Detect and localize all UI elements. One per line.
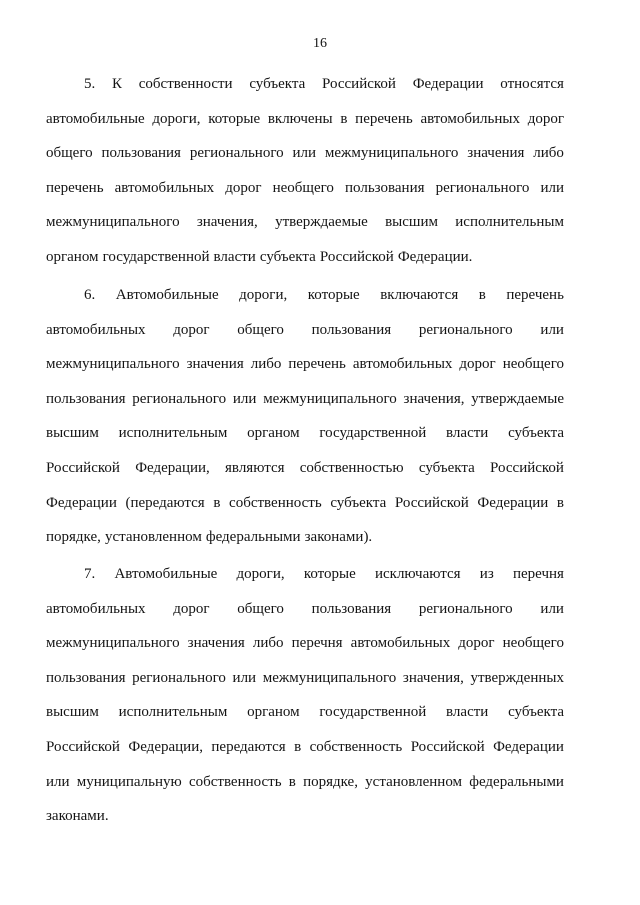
- word: (передаются: [125, 494, 205, 511]
- word: высшим: [46, 704, 99, 721]
- word: субъекта: [249, 76, 306, 92]
- word: необщего: [502, 635, 564, 652]
- word: власти: [213, 248, 256, 265]
- word: межмуниципального: [262, 669, 397, 686]
- word: дороги,: [152, 110, 201, 127]
- word: 6.: [84, 287, 96, 303]
- word: органом: [247, 704, 300, 721]
- word: высшим: [385, 214, 438, 231]
- word: межмуниципального: [263, 390, 397, 407]
- word: в: [478, 287, 486, 303]
- word: автомобильных: [46, 321, 146, 338]
- word: межмуниципального: [46, 635, 180, 652]
- text-line: [46, 247, 564, 282]
- word: пользования: [311, 321, 392, 338]
- text-line: [46, 737, 564, 772]
- word: собственность: [188, 773, 282, 790]
- text-line: [46, 143, 564, 178]
- text-line: [46, 599, 564, 634]
- word: К: [112, 76, 123, 92]
- word: Федерации: [46, 494, 117, 511]
- word: дорог: [173, 600, 210, 617]
- word: или: [292, 145, 316, 162]
- word: автомобильных: [46, 600, 146, 617]
- word: дорог: [173, 321, 210, 338]
- word: автомобильных: [352, 356, 453, 373]
- word: автомобильных: [114, 179, 215, 196]
- text-line: [46, 702, 564, 737]
- word: пользования: [345, 179, 425, 196]
- word: субъекта: [508, 425, 564, 442]
- word: утверждаемые: [275, 214, 368, 231]
- word: субъекта: [508, 704, 564, 721]
- word: общего: [46, 145, 93, 162]
- word: Федерации: [412, 76, 484, 92]
- text-line: [46, 354, 564, 389]
- word: установленном: [104, 529, 202, 546]
- word: значения: [186, 356, 244, 373]
- word: включены: [267, 110, 333, 127]
- word: Российской: [319, 248, 394, 265]
- word: межмуниципального: [46, 214, 180, 231]
- word: в: [556, 494, 564, 511]
- text-line: [46, 493, 564, 528]
- word: необщего: [272, 179, 334, 196]
- page-number: 16: [313, 36, 327, 51]
- word: или: [540, 600, 564, 617]
- word: высшим: [46, 425, 99, 442]
- word: перечень: [355, 110, 413, 127]
- word: Российской: [322, 76, 396, 92]
- word: регионального: [132, 669, 226, 686]
- word: регионального: [435, 179, 530, 196]
- text-line: [46, 285, 564, 320]
- word: значения,: [196, 214, 258, 231]
- word: дороги,: [239, 287, 288, 303]
- word: 5.: [84, 76, 96, 92]
- word: автомобильные: [46, 110, 145, 127]
- word: относятся: [500, 76, 564, 92]
- word: власти: [446, 425, 489, 442]
- word: в: [294, 738, 302, 755]
- word: в: [288, 773, 296, 790]
- word: исполнительным: [118, 425, 228, 442]
- text-line: [46, 806, 564, 841]
- word: дорог: [225, 179, 262, 196]
- word: автомобильных: [420, 110, 520, 127]
- word: органом: [46, 248, 99, 265]
- word: пользования: [46, 669, 126, 686]
- word: Российской: [46, 459, 120, 476]
- word: которые: [307, 287, 360, 303]
- word: регионального: [132, 390, 227, 407]
- word: перечень: [46, 179, 104, 196]
- word: общего: [237, 600, 284, 617]
- word: пользования: [46, 390, 126, 407]
- word: регионального: [418, 600, 513, 617]
- word: либо: [252, 635, 284, 652]
- word: которые: [303, 566, 356, 582]
- text-line: [46, 212, 564, 247]
- word: межмуниципального: [46, 356, 180, 373]
- word: государственной: [319, 425, 427, 442]
- word: Федерации,: [135, 459, 210, 476]
- word: Федерации: [493, 738, 564, 755]
- word: пользования: [101, 145, 181, 162]
- word: общего: [237, 321, 284, 338]
- word: Федерации.: [397, 248, 473, 265]
- word: субъекта: [418, 459, 475, 476]
- word: являются: [225, 459, 285, 476]
- word: субъекта: [259, 248, 316, 265]
- word: власти: [446, 704, 489, 721]
- word: перечень: [288, 356, 346, 373]
- text-line: [46, 564, 564, 599]
- word: регионального: [189, 145, 284, 162]
- word: Российской: [490, 459, 564, 476]
- word: автомобильных: [350, 635, 451, 652]
- text-line: [46, 668, 564, 703]
- word: дорог: [459, 356, 496, 373]
- word: дорог: [458, 635, 495, 652]
- word: исполнительным: [455, 214, 564, 231]
- word: собственностью: [299, 459, 404, 476]
- word: значения,: [402, 669, 464, 686]
- word: 7.: [84, 566, 96, 582]
- word: перечень: [506, 287, 564, 303]
- word: федеральными: [205, 529, 301, 546]
- text-line: [46, 423, 564, 458]
- word: порядке,: [303, 773, 358, 790]
- text-line: [46, 178, 564, 213]
- word: Российской: [394, 494, 469, 511]
- paragraph-6: [46, 285, 564, 562]
- word: или: [232, 669, 257, 686]
- word: перечня: [512, 566, 564, 582]
- word: либо: [533, 145, 564, 162]
- text-line: [46, 458, 564, 493]
- text-line: [46, 772, 564, 807]
- word: исключаются: [374, 566, 461, 582]
- paragraph-7: [46, 564, 564, 841]
- word: порядке,: [46, 529, 101, 546]
- word: значения: [187, 635, 245, 652]
- word: значения,: [403, 390, 465, 407]
- word: Автомобильные: [115, 287, 219, 303]
- word: Российской: [410, 738, 485, 755]
- word: утвержденных: [470, 669, 564, 686]
- word: необщего: [502, 356, 564, 373]
- word: в: [213, 494, 221, 511]
- word: федеральными: [469, 773, 564, 790]
- word: межмуниципального: [324, 145, 459, 162]
- word: органом: [247, 425, 300, 442]
- word: регионального: [418, 321, 513, 338]
- text-line: [46, 320, 564, 355]
- word: Федерации: [477, 494, 549, 511]
- word: субъекта: [330, 494, 387, 511]
- word: исполнительным: [118, 704, 228, 721]
- word: дорог: [527, 110, 564, 127]
- word: законами).: [304, 529, 373, 546]
- word: которые: [208, 110, 261, 127]
- word: включаются: [380, 287, 459, 303]
- word: или: [540, 321, 564, 338]
- word: или: [540, 179, 564, 196]
- word: передаются: [211, 738, 286, 755]
- word: муниципальную: [76, 773, 182, 790]
- word: собственности: [138, 76, 233, 92]
- text-line: [46, 109, 564, 144]
- text-line: [46, 633, 564, 668]
- word: дороги,: [236, 566, 285, 582]
- word: или: [232, 390, 257, 407]
- word: законами.: [46, 808, 109, 825]
- word: собственность: [309, 738, 403, 755]
- paragraph-5: [46, 74, 564, 282]
- word: значения: [467, 145, 525, 162]
- text-line: [46, 389, 564, 424]
- word: государственной: [319, 704, 427, 721]
- word: из: [479, 566, 494, 582]
- word: Федерации,: [128, 738, 203, 755]
- word: или: [46, 773, 70, 790]
- text-line: [46, 74, 564, 109]
- word: государственной: [102, 248, 210, 265]
- word: перечня: [291, 635, 343, 652]
- word: Российской: [46, 738, 120, 755]
- word: либо: [250, 356, 282, 373]
- word: утверждаемые: [471, 390, 564, 407]
- word: установленном: [365, 773, 463, 790]
- word: Автомобильные: [114, 566, 218, 582]
- word: собственность: [229, 494, 322, 511]
- word: в: [340, 110, 348, 127]
- word: пользования: [311, 600, 392, 617]
- text-line: [46, 527, 564, 562]
